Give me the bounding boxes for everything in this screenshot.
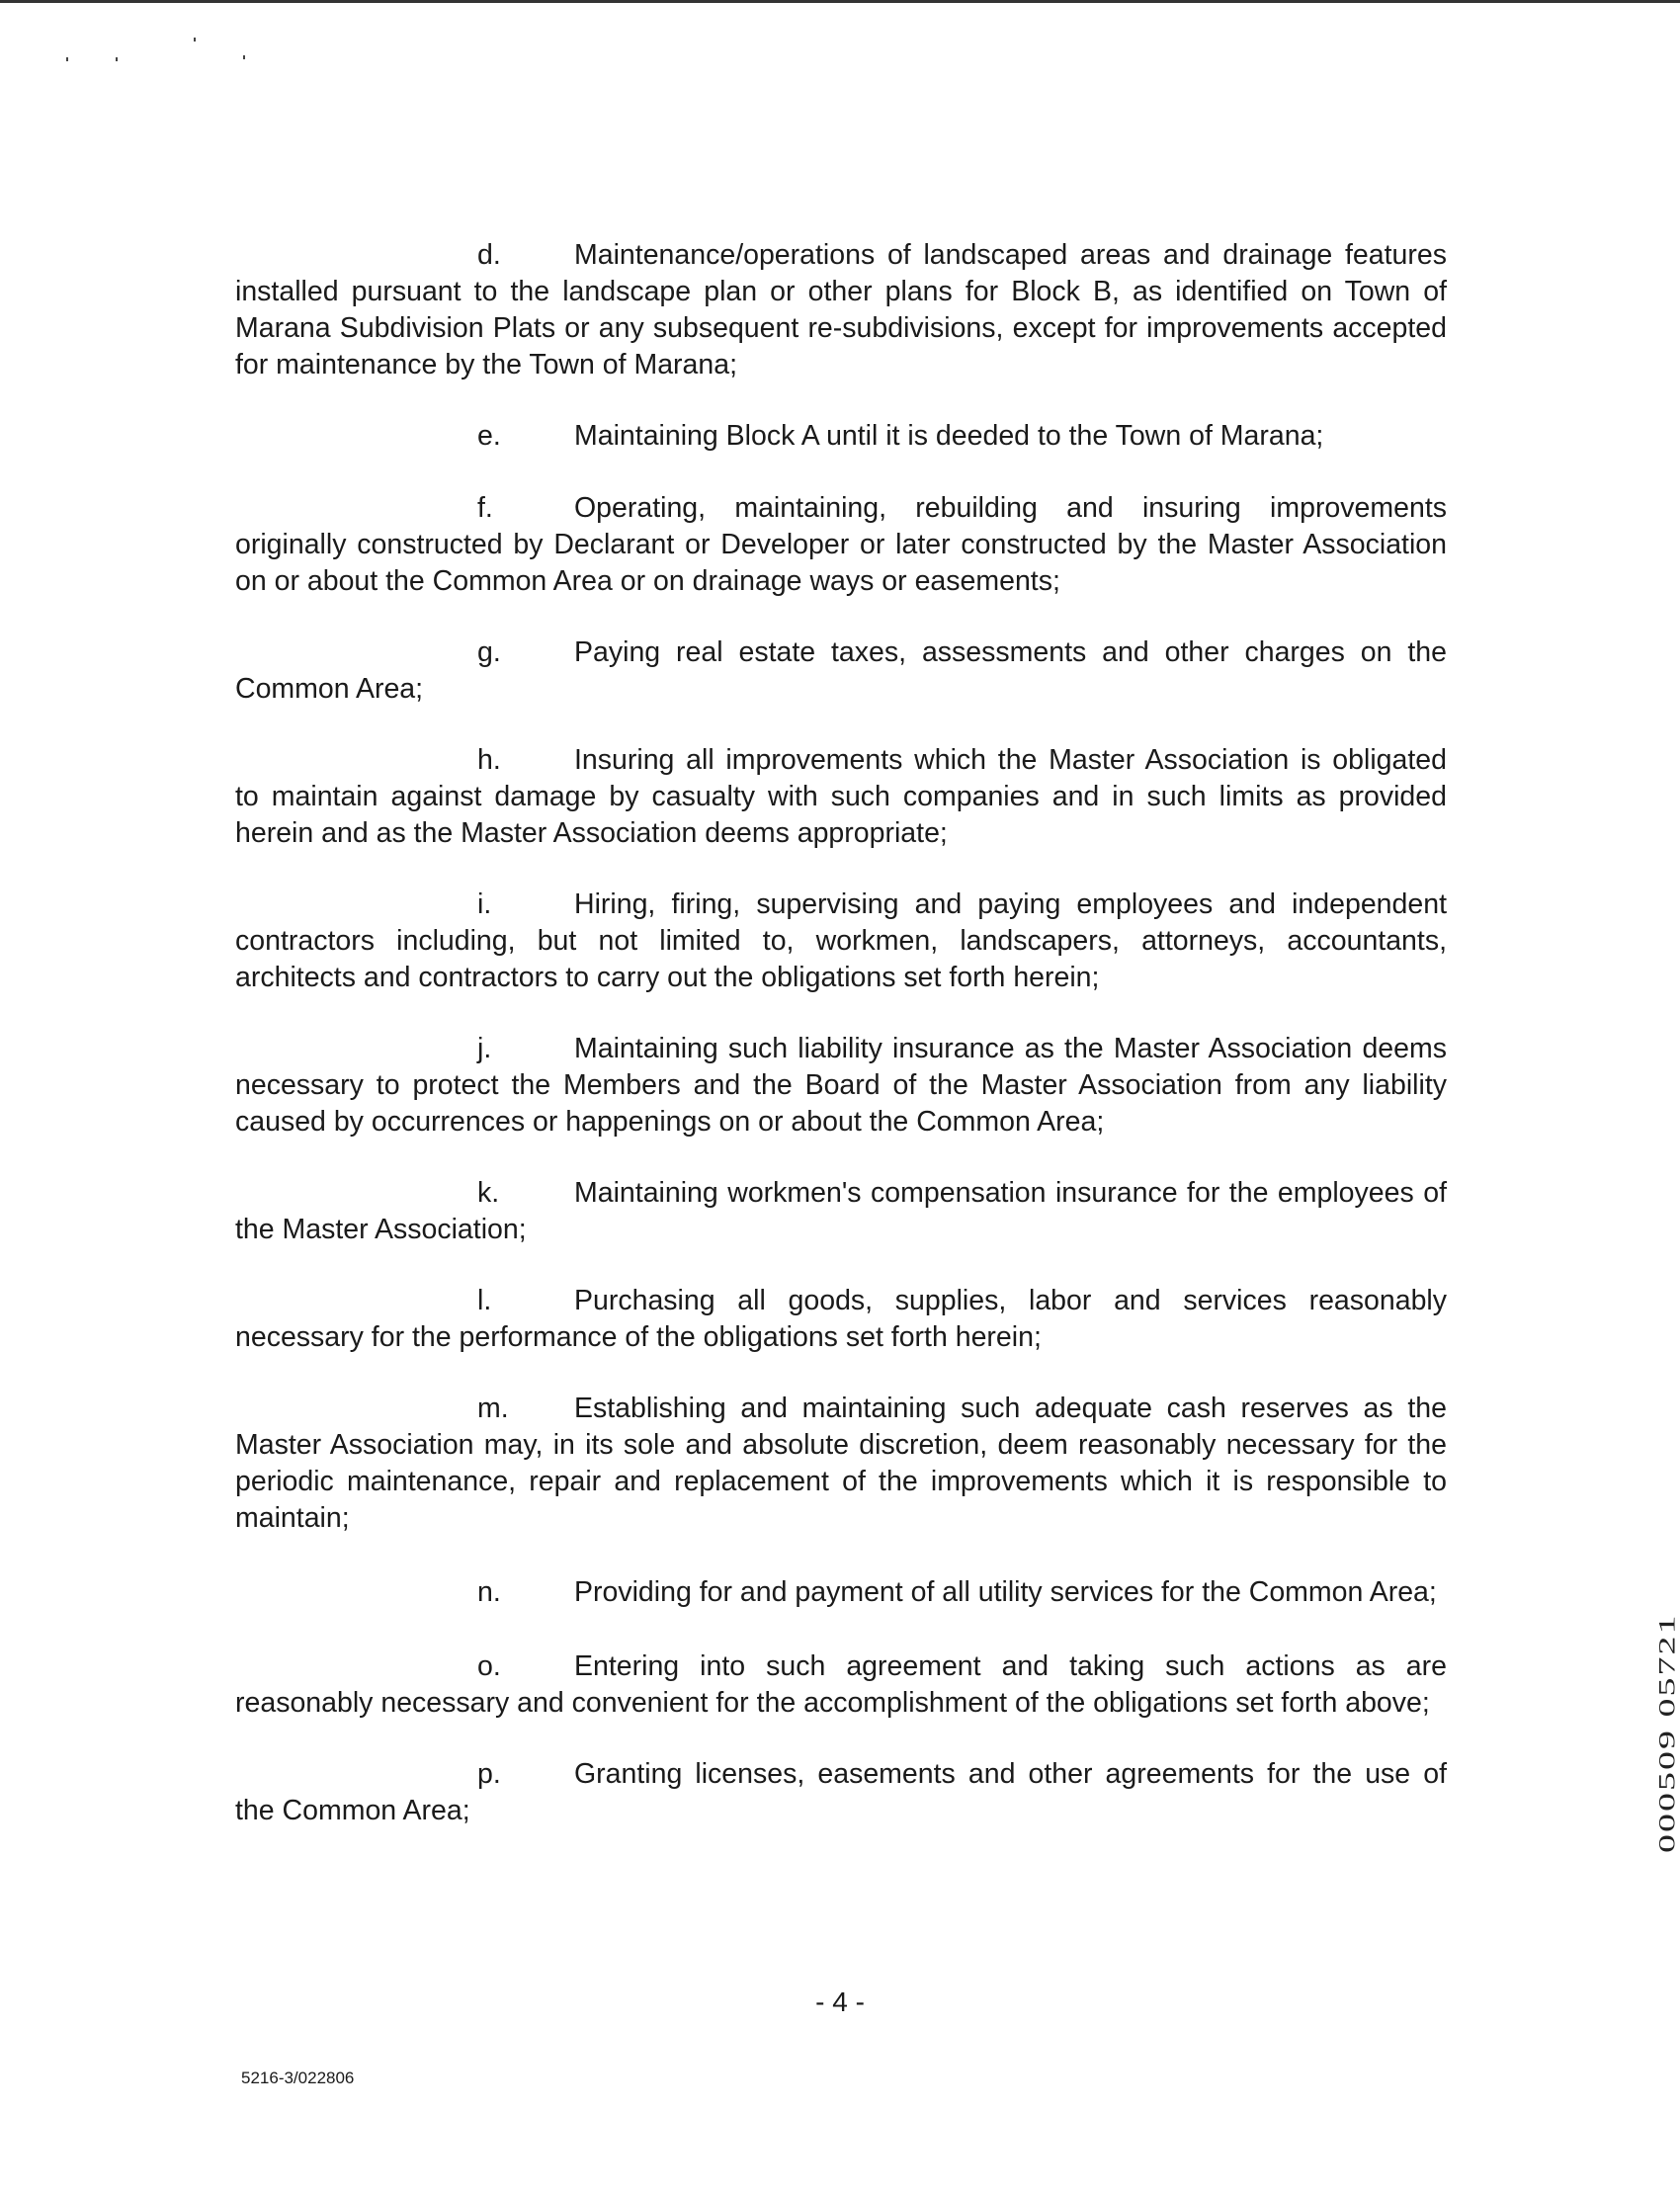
clause-e xyxy=(235,418,1447,455)
clause-text: Establishing and maintaining such adequate cash reserves as the Master Association may, in its sole and absolute discretion, deem reasonably necessary for the periodic maintenance, repair and replacement of the improvements which it is responsible to maintain; xyxy=(235,1393,1447,1534)
clause-letter: n. xyxy=(477,1576,501,1608)
clause-letter: i. xyxy=(477,888,492,920)
clause-j xyxy=(235,1031,1447,1140)
clause-text: Operating, maintaining, rebuilding and insuring improvements originally constructed by Declarant or Developer or later constructed by the Master Association on or about the Common Area or on drainage ways or easements; xyxy=(235,492,1447,597)
recording-number-text: 000509 05721 xyxy=(1654,1613,1680,1853)
clause-letter: m. xyxy=(477,1393,509,1424)
clause-g xyxy=(235,634,1447,708)
clause-d xyxy=(235,237,1447,383)
clause-letter: k. xyxy=(477,1177,500,1209)
scan-speck xyxy=(116,57,118,61)
clause-letter: g. xyxy=(477,636,501,668)
top-edge-rule xyxy=(0,0,1680,3)
clause-text: Maintenance/operations of landscaped areas and drainage features installed pursuant to the landscape plan or other plans for Block B, as identified on Town of Marana Subdivision Plats or any subsequent re-subdivisions, except for improvements accepted for maintenance by the Town of Marana; xyxy=(235,239,1447,380)
clause-h xyxy=(235,742,1447,852)
clause-text: Maintaining Block A until it is deeded to the Town of Marana; xyxy=(574,420,1324,452)
clause-letter: p. xyxy=(477,1758,501,1790)
clause-m xyxy=(235,1391,1447,1537)
clause-text: Providing for and payment of all utility services for the Common Area; xyxy=(574,1576,1437,1608)
scan-speck xyxy=(243,55,245,59)
clause-letter: h. xyxy=(477,744,501,776)
clause-p xyxy=(235,1756,1447,1829)
clause-text: Granting licenses, easements and other agreements for the use of the Common Area; xyxy=(235,1758,1447,1826)
clause-f xyxy=(235,490,1447,600)
footer-document-code: 5216-3/022806 xyxy=(241,2069,355,2087)
clause-text: Hiring, firing, supervising and paying employees and independent contractors including, but not limited to, workmen, landscapers, attorneys, accountants, architects and contractors to carry out the obligations set forth herein; xyxy=(235,888,1447,993)
scan-speck xyxy=(194,38,196,42)
clause-letter: f. xyxy=(477,492,493,524)
clause-letter: o. xyxy=(477,1650,501,1682)
clause-text: Purchasing all goods, supplies, labor and services reasonably necessary for the performance of the obligations set forth herein; xyxy=(235,1285,1447,1353)
clause-i xyxy=(235,887,1447,996)
clause-text: Insuring all improvements which the Master Association is obligated to maintain against damage by casualty with such companies and in such limits as provided herein and as the Master Association deems appropriate; xyxy=(235,744,1447,849)
clause-text: Paying real estate taxes, assessments and other charges on the Common Area; xyxy=(235,636,1447,705)
clause-l xyxy=(235,1283,1447,1356)
clause-letter: d. xyxy=(477,239,501,271)
clause-letter: e. xyxy=(477,420,501,452)
page-number: - 4 - xyxy=(815,1986,865,2017)
document-body xyxy=(235,237,1447,1829)
clause-k xyxy=(235,1175,1447,1248)
clause-letter: j. xyxy=(477,1033,492,1064)
clause-n xyxy=(235,1574,1447,1611)
recording-stamp xyxy=(1629,1586,1680,1853)
clause-text: Entering into such agreement and taking such actions as are reasonably necessary and convenient for the accomplishment of the obligations set forth above; xyxy=(235,1650,1447,1719)
clause-letter: l. xyxy=(477,1285,492,1316)
clause-text: Maintaining workmen's compensation insurance for the employees of the Master Association; xyxy=(235,1177,1447,1245)
clause-o xyxy=(235,1648,1447,1722)
scan-speck xyxy=(66,57,68,61)
clause-text: Maintaining such liability insurance as the Master Association deems necessary to protect the Members and the Board of the Master Association from any liability caused by occurrences or happenings on or about the Common Area; xyxy=(235,1033,1447,1138)
